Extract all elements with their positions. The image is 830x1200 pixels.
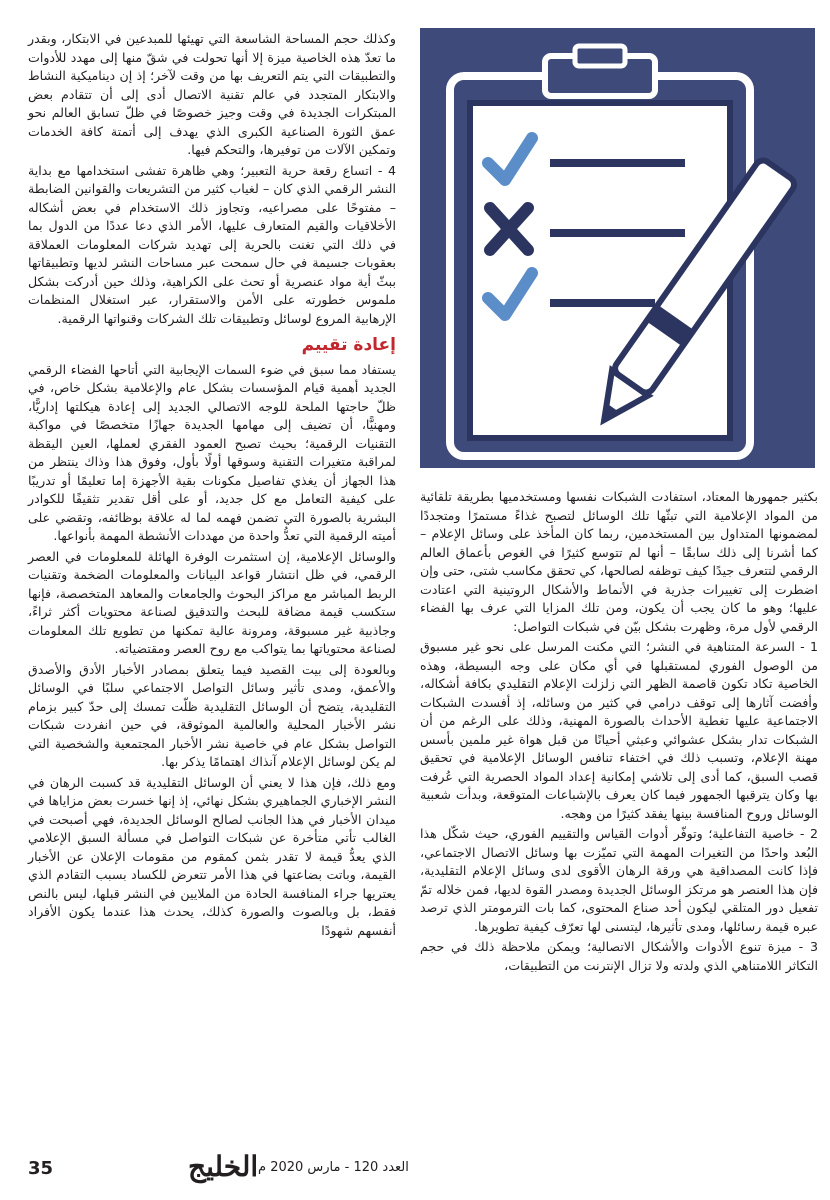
- right-text-column: [28, 30, 396, 942]
- page-number: 35: [28, 1158, 54, 1179]
- magazine-logo: الخليج: [188, 1150, 259, 1183]
- paragraph: وبالعودة إلى بيت القصيد فيما يتعلق بمصادر الأخبار الأدق والأصدق والأعمق، ومدى تأثير وسائل التواصل الاجتماعي سلبًا في الوسائل التقليدية، يتضح أن الوسائل التقليدية ظلّت تمسك إلى حدّ كبير بزمام نشر الأخبار المحلية والعالمية الموثوقة، في حين انفردت شبكات التواصل بشكل عام في خاصية نشر الأخبار المجتمعية والشخصية التي لم يكن لوسائل الإعلام آنذاك اهتمامًا يذكر بها.: [28, 661, 396, 769]
- clipboard-illustration: [420, 28, 815, 468]
- paragraph: وكذلك حجم المساحة الشاسعة التي تهيئها للمبدعين في الابتكار، وبقدر ما تعدّ هذه الخاصية ميزة إلا أنها تحولت في شقّ منها إلى مهدد للأدوات والتطبيقات التي يتم التعريف بها من وقت لآخر؛ إذ إن ديناميكية النشاط والابتكار المتجدد في عالم تقنية الاتصال أدى إلى أن تتقادم بعض المبتكرات الجديدة في وقت وجيز خصوصًا في ظلّ تسابق العالم نحو عمق الثورة الصناعية الكبرى الذي يهدف إلى أتمتة كافة الخدمات وتمكين الآلات من توفيرها، والتحكم فيها.: [28, 31, 396, 157]
- paragraph: والوسائل الإعلامية، إن استثمرت الوفرة الهائلة للمعلومات في العصر الرقمي، في ظل انتشار قواعد البيانات والمعلومات الضخمة وتقنيات الربط المباشر مع مراكز البحوث والجامعات والمعاهد المتخصصة، فإنها ستكسب قيمة مضافة للبحث والتدقيق لصناعة محتويات أكثر ثراءً، وجاذبية غير مسبوقة، ومرونة عالية تمكنها من تطويع تلك المعلومات لصناعة محتوياتها بما يتواكب مع روح العصر ومقتضياته.: [28, 548, 396, 656]
- page-footer: [28, 1150, 810, 1190]
- paragraph: 1 - السرعة المتناهية في النشر؛ التي مكنت المرسل على نحو غير مسبوق من الوصول الفوري لمستقبلها في أي مكان على وجه البسيطة، وهذه الخاصية تكاد تكون قاصمة الظهر التي زلزلت الإعلام التقليدي بكافة أشكاله، وأفضت آثارها إلى توقف درامي في كثير من وسائله، إذ أفسدت الشبكات الاجتماعية عليها تغطية الأحداث بالصورة المهنية، وذلك على الرغم من أن الشبكات تدار بشكل عشوائي وعبثي أحيانًا من قبل هواة غير ملمين بأسس مهنة الإعلام، وتسبب ذلك في اختفاء تنافس الوسائل الإعلامية في تحقيق قصب السبق، كما أدى إلى تلاشي إمكانية إعداد المواد الحصرية التي عُرفت بها وكان يترقبها الجمهور فيما كان يعرف بالإشباعات المتوقعة، وبدأت شعبية الوسائل وروح المنافسة بينها يفقد كثيرًا من وهجه.: [420, 639, 818, 821]
- paragraph: ومع ذلك، فإن هذا لا يعني أن الوسائل التقليدية قد كسبت الرهان في النشر الإخباري الجماهيري بشكل نهائي، إذ إنها خسرت بعض مزاياها في ميدان الأخبار في هذا الجانب لصالح الوسائل الجديدة، فهي أصبحت في الغالب تأتي متأخرة عن شبكات التواصل في مسألة السبق الإعلامي الذي يعدُّ قيمة لا تقدر بثمن كمقوم من مقومات الإعلان عن الأخبار القيمة، وباتت بضاعتها في هذا الأمر تتعرض للكساد بسبب التقادم الذي يعتريها جراء المنافسة الحادة من الملايين في النشر قبلها، ليس بالنص فقط، بل وبالصوت والصورة كذلك، يحدث هذا عندما يكون الأفراد أنفسهم شهودًا: [28, 774, 396, 938]
- paragraph: 2 - خاصية التفاعلية؛ وتوفّر أدوات القياس والتقييم الفوري، حيث شكّل هذا البُعد واحدًا من التغيرات المهمة التي تميّزت بها وسائل الاتصال الاجتماعي، فإذا كانت المصداقية هي ورقة الرهان الأقوى لدى وسائل الإعلام التقليدية، فإن هذا العنصر هو مرتكز الوسائل الجديدة ومصدر القوة لديها، فمن خلاله تمّ تفعيل دور المتلقي ليكون أحد صناع المحتوى، كما بات الترمومتر الذي ترصد عبره قيمة رسائلها، ومدى تأثيرها، ليتسنى لها تعرّف كيفية تطويرها.: [420, 826, 818, 934]
- paragraph: يستفاد مما سبق في ضوء السمات الإيجابية التي أتاحها الفضاء الرقمي الجديد أهمية قيام المؤسسات بشكل عام والإعلامية بشكل خاص، في ظلّ حاجتها الملحة للوجه الاتصالي الجديد إلى إعادة هيكلتها إداريًّا، ومهنيًّا، أن تضيف إلى مهامها الجديدة جهازًا متخصصًا في مواكبة التقنيات الرقمية؛ بحيث تصبح العمود الفقري لعملها، العين اليقظة لمراقبة متغيرات التقنية وسوقها أولًا بأول، وفوق هذا وذاك ينتظر من هذا الجهاز أن يغذي تفاصيل مكونات بقية الأجهزة إما تعليمًا أو تدريبًا على كيفية التعامل مع كل جديد، أو على أقل تقدير تثقيفًا للكوادر البشرية بالصورة التي تضمن فهمه لما له علاقة بوظائفه، وتقضي على أميته الرقمية التي تعدُّ واحدة من مهددات الأنشطة المهمة بأنواعها.: [28, 361, 396, 543]
- clipboard-icon: [420, 28, 815, 468]
- section-heading: إعادة تقييم: [301, 335, 396, 355]
- issue-info: العدد 120 - مارس 2020 م: [258, 1160, 409, 1175]
- paragraph: 3 - ميزة تنوع الأدوات والأشكال الاتصالية؛ ويمكن ملاحظة ذلك في حجم التكاثر اللامتناهي الذي ولدته ولا تزال الإنترنت من التطبيقات،: [420, 939, 818, 973]
- paragraph: بكثير جمهورها المعتاد، استفادت الشبكات نفسها ومستخدميها بطريقة تلقائية من المواد الإعلامية التي تبثّها تلك الوسائل لتصبح غذاءً مستمرًا ومتجددًا لمضمونها المتداول بين المستخدمين، ربما كان المأخذ على وسائل الإعلام – كما أشرنا إلى ذلك سابقًا – أنها لم تتوسع كثيرًا في الغوص بأعماق العالم الرقمي لتتعرف جيدًا كيف توظفه لصالحها، كي تحقق مكاسب شتى، حتى وإن اضطرت إلى تغييرات جذرية في الأنماط والأشكال الروتينية التي اعتادت عليها؛ وهو ما كان يجب أن يكون، ومن تلك المزايا التي عرف بها الفضاء الرقمي لأول مرة، وظهرت بشكل بيّن في شبكات التواصل:: [420, 489, 818, 634]
- paragraph: 4 - اتساع رقعة حرية التعبير؛ وهي ظاهرة تفشى استخدامها مع بداية النشر الرقمي الذي كان – لغياب كثير من التشريعات والقوانين الضابطة – مفتوحًا على مصراعيه، وتجاوز ذلك الاستخدام في بعض أشكاله الأخلاقيات والقيم المتعارف عليها، الأمر الذي دعا عددًا من الدول بما في ذلك التي تغنت بالحرية إلى تهديد شركات المعلومات العملاقة بعقوبات جسيمة في حال سمحت عبر مساحات النشر لديها وتطبيقاتها ببثّ أية مواد عنصرية أو تحث على الكراهية، وذلك حين أدركت بشكل ملموس خطورته على الأمن والاستقرار، عبر استغلال المنظمات الإرهابية المروع لوسائل وتطبيقات تلك الشركات وقنواتها الرقمية.: [28, 162, 396, 326]
- left-text-column: [420, 488, 818, 977]
